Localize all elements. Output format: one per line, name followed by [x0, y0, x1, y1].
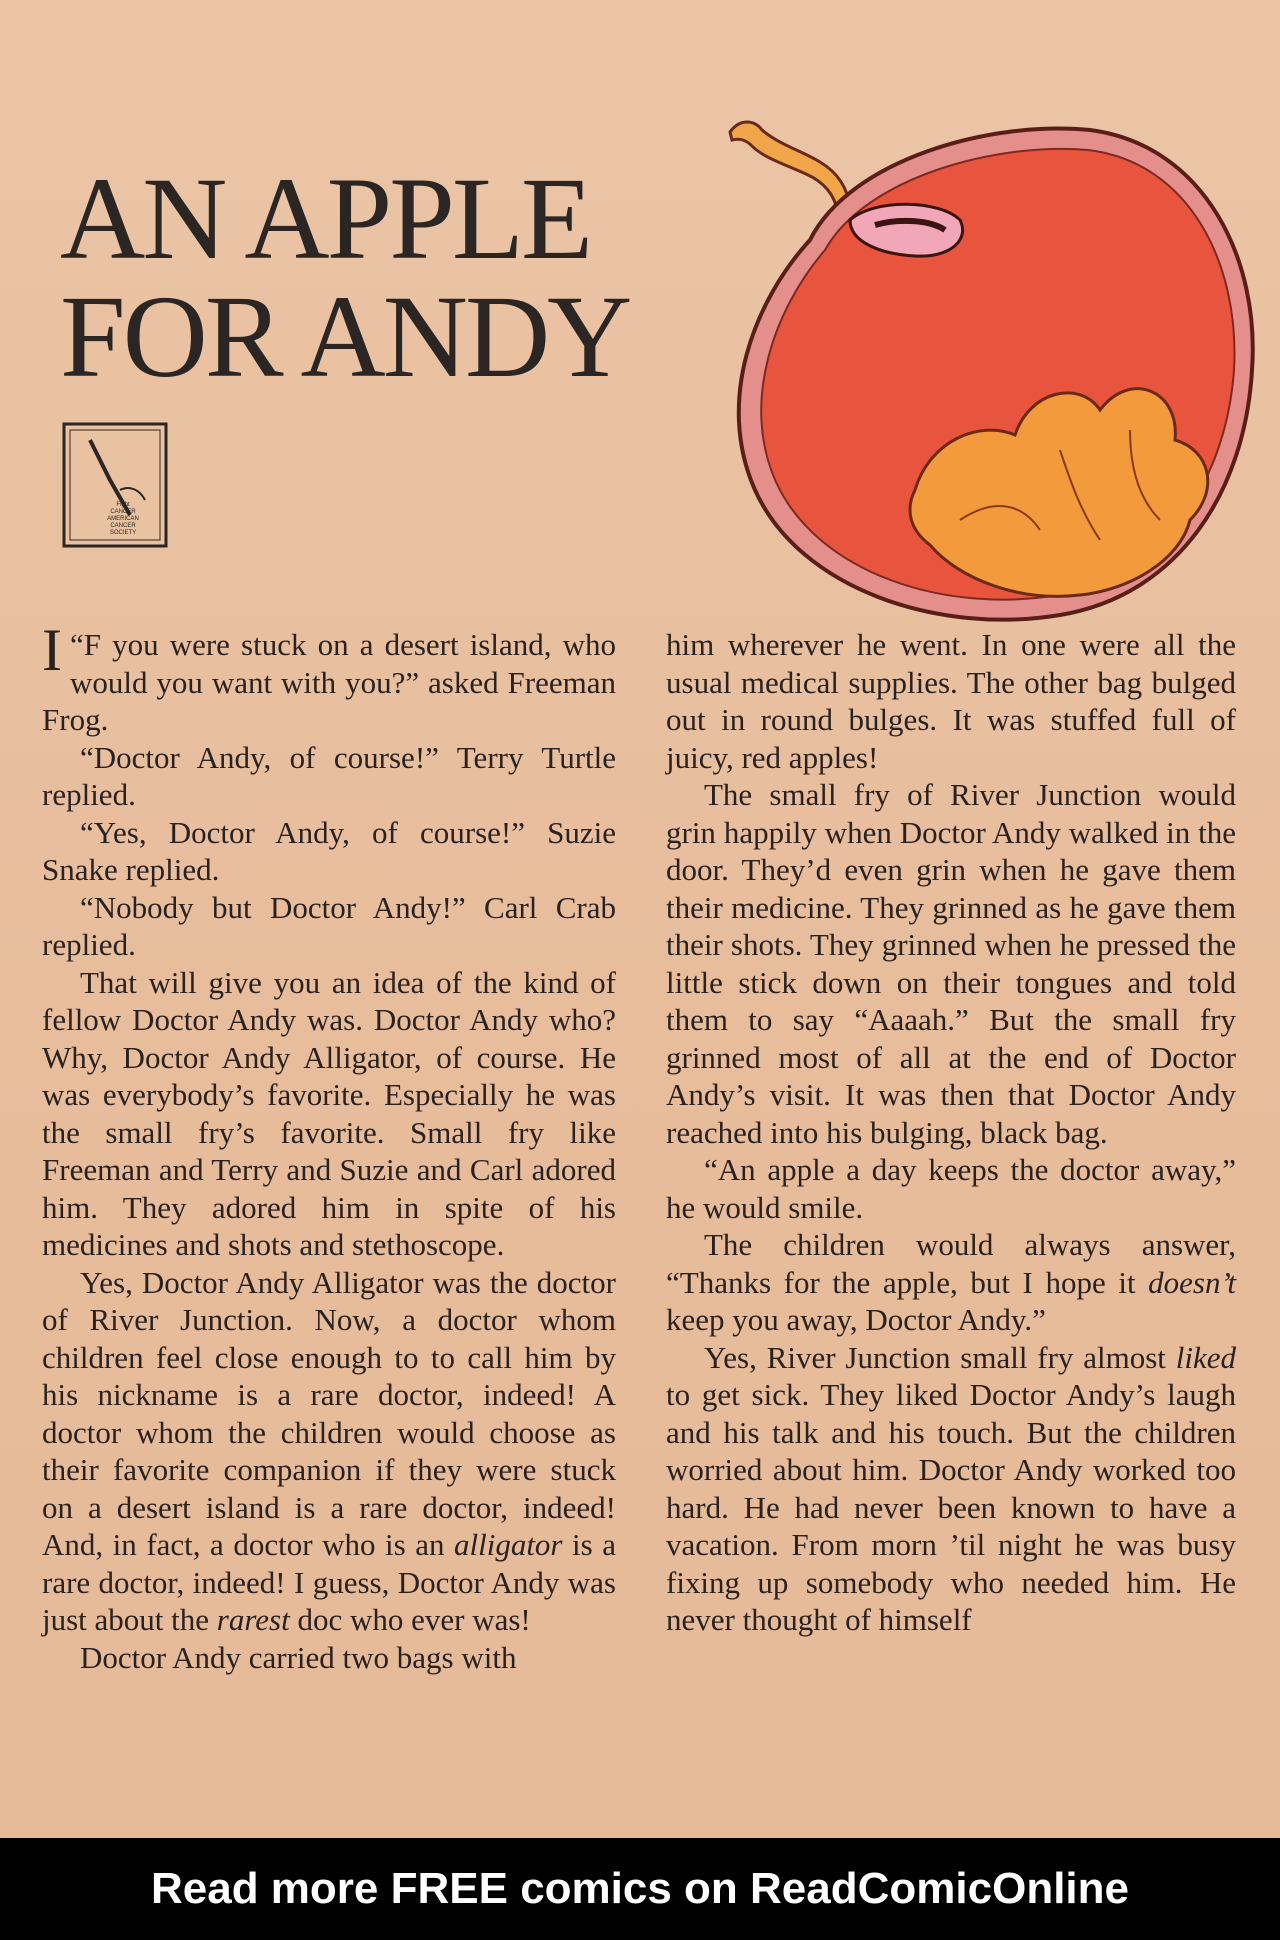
paragraph: Doctor Andy carried two bags with — [80, 1639, 517, 1675]
title-line-1: AN APPLE — [60, 153, 591, 284]
paragraph — [42, 1264, 616, 1639]
paragraph-text: The children would always answer, “Thanks for the apple, but I hope it — [666, 1227, 1236, 1300]
paragraph-text: doc who ever was! — [289, 1602, 531, 1637]
left-text-column — [42, 617, 616, 1676]
paragraph: “Nobody but Doctor Andy!” Carl Crab replied. — [42, 889, 616, 962]
drop-cap: I — [42, 617, 62, 683]
opening-quote: “ — [69, 627, 84, 662]
paragraph: “Doctor Andy, of course!” Terry Turtle replied. — [42, 739, 616, 812]
paragraph — [666, 1226, 1236, 1339]
paragraph: That will give you an idea of the kind of fellow Doctor Andy was. Doctor Andy who? Why, Doctor Andy Alligator, of course. He was everybody’s favorite. Especially he was the small fry’s favorite. Small fry like Freeman and Terry and Suzie and Carl adored him. They adored him in spite of his medicines and shots and stethoscope. — [42, 964, 616, 1262]
apple-illustration — [660, 90, 1270, 630]
seal-word: CANCER — [110, 523, 136, 529]
paragraph-text: F you were stuck on a desert island, who would you want with you?” asked Freeman Frog. — [42, 627, 616, 737]
paragraph — [42, 617, 616, 739]
paragraph: him wherever he went. In one were all the usual medical supplies. The other bag bulged out in round bulges. It was stuffed full of juicy, red apples! — [666, 627, 1236, 775]
seal-word: AMERICAN — [107, 516, 139, 522]
emphasis-text: doesn’t — [1148, 1264, 1236, 1300]
promo-banner[interactable] — [0, 1838, 1280, 1940]
paragraph-text: keep you away, Doctor Andy.” — [666, 1302, 1046, 1337]
title-line-2: FOR ANDY — [60, 271, 630, 402]
paragraph-text: to get sick. They liked Doctor Andy’s laugh and his talk and his touch. But the children worried about him. Doctor Andy worked too hard. He had never been known to have a vacation. From morn ’til night he was busy fixing up somebody who needed him. He never thought of himself — [666, 1377, 1236, 1637]
emphasis-text: alligator — [453, 1527, 563, 1562]
paragraph: “An apple a day keeps the doctor away,” he would smile. — [666, 1152, 1236, 1225]
seal-word: SOCIETY — [109, 530, 137, 536]
apple-stem — [730, 122, 850, 212]
story-title — [60, 153, 700, 402]
paragraph-text: is a rare doctor, indeed! I guess, Doctor Andy was just about the — [42, 1527, 616, 1637]
seal-word: CANCER — [110, 509, 136, 515]
emphasis-text: rarest — [216, 1602, 290, 1637]
emphasis-text: liked — [1175, 1339, 1236, 1375]
seal-lettering — [88, 502, 158, 537]
right-text-column — [666, 626, 1236, 1639]
seal-word: Fight — [116, 502, 130, 508]
paragraph-text: Yes, River Junction small fry almost — [704, 1339, 1176, 1375]
paragraph: “Yes, Doctor Andy, of course!” Suzie Snake replied. — [42, 814, 616, 887]
paragraph — [666, 1339, 1236, 1639]
paragraph: The small fry of River Junction would grin happily when Doctor Andy walked in the door. They’d even grin when he gave them their medicine. They grinned as he gave them their shots. They grinned when he pressed the little stick down on their tongues and told them to say “Aaaah.” But the small fry grinned most of all at the end of Doctor Andy’s visit. It was then that Doctor Andy reached into his bulging, black bag. — [666, 777, 1236, 1150]
paragraph-text: Yes, Doctor Andy Alligator was the doctor of River Junction. Now, a doctor whom children feel close enough to to call him by his nickname is a rare doctor, indeed! A doctor whom the children would choose as their favorite companion if they were stuck on a desert island is a rare doctor, indeed! And, in fact, a doctor who is an — [42, 1264, 616, 1562]
promo-banner-text[interactable]: Read more FREE comics on ReadComicOnline — [150, 1864, 1129, 1913]
